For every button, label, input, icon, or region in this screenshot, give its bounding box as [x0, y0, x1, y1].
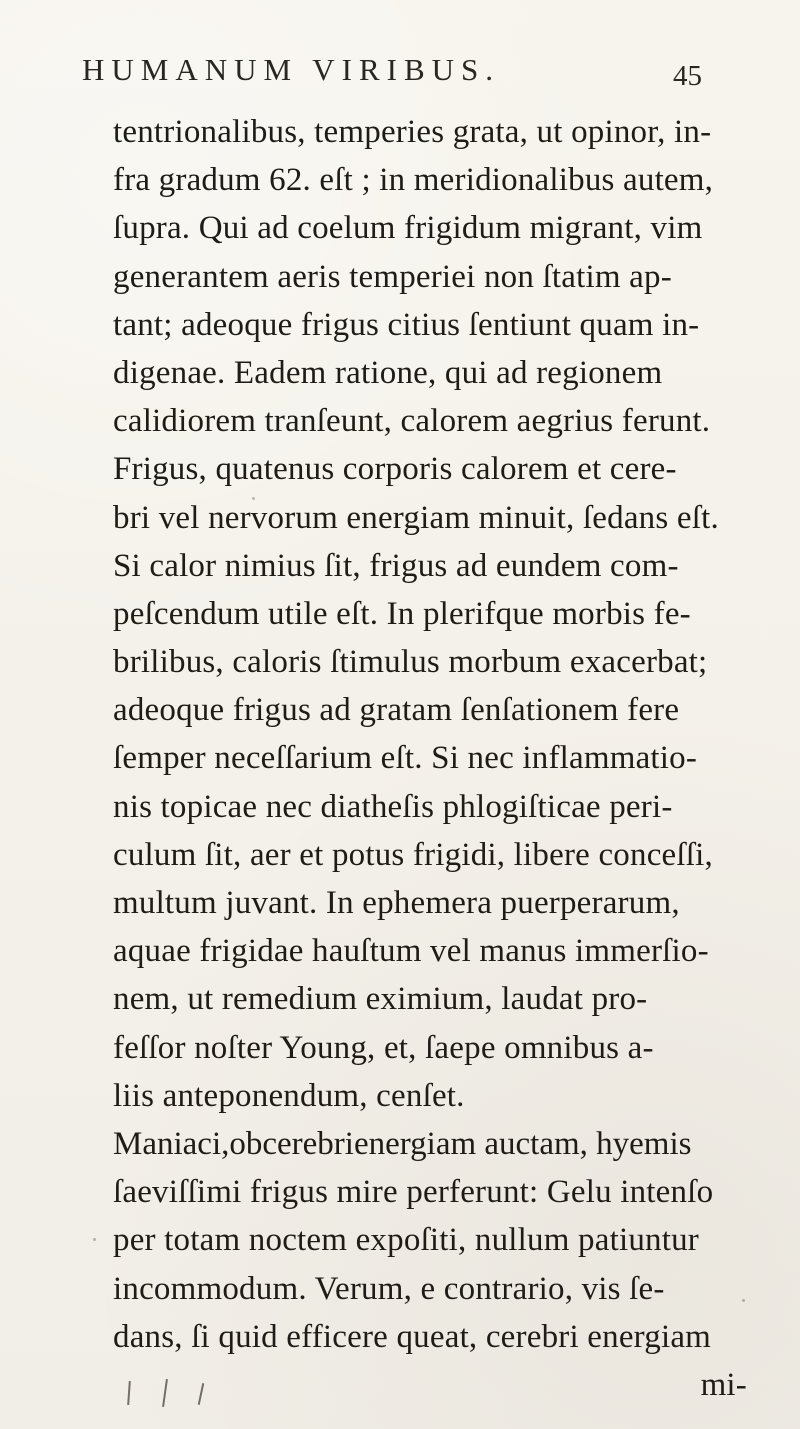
print-mark	[162, 1379, 168, 1407]
bottom-print-marks	[128, 1373, 248, 1413]
running-head	[0, 46, 800, 102]
text-line-6: digenae. Eadem ratione, qui ad regionem	[113, 354, 663, 391]
text-line-16: culum ſit, aer et potus frigidi, libere conceſſi,	[113, 836, 713, 873]
text-line-18: aquae frigidae hauſtum vel manus immerſio-	[113, 933, 709, 970]
paper-speck	[252, 497, 255, 500]
text-line-25: incommodum. Verum, e contrario, vis ſe-	[113, 1270, 665, 1307]
running-title: HUMANUM VIRIBUS.	[82, 52, 501, 87]
paper-speck	[742, 1299, 745, 1302]
text-line-1: tentrionalibus, temperies grata, ut opinor, in-	[113, 114, 712, 150]
text-line-12: brilibus, caloris ſtimulus morbum exacerbat;	[113, 644, 708, 681]
text-line-21: liis anteponendum, cenſet.	[113, 1077, 465, 1114]
text-line-22: Maniaci,obcerebrienergiam auctam, hyemis	[113, 1125, 692, 1162]
text-line-4: generantem aeris temperiei non ſtatim ap-	[113, 258, 672, 295]
main-text-block	[113, 108, 747, 1409]
text-line-24: per totam noctem expoſiti, nullum patiuntur	[113, 1222, 699, 1259]
text-line-17: multum juvant. In ephemera puerperarum,	[113, 885, 680, 921]
text-line-11: peſcendum utile eſt. In plerifque morbis fe-	[113, 595, 691, 632]
text-line-5: tant; adeoque frigus citius ſentiunt quam in-	[113, 306, 700, 343]
catchword: mi-	[700, 1366, 747, 1403]
text-line-13: adeoque frigus ad gratam ſenſationem fere	[113, 692, 680, 729]
page-number: 45	[673, 60, 702, 92]
text-line-15: nis topicae nec diatheſis phlogiſticae peri-	[113, 788, 673, 825]
text-line-8: Frigus, quatenus corporis calorem et cere-	[113, 451, 677, 488]
text-line-7: calidiorem tranſeunt, calorem aegrius ferunt.	[113, 403, 711, 440]
text-line-14: ſemper neceſſarium eſt. Si nec inflammatio-	[113, 740, 698, 777]
print-mark	[127, 1381, 131, 1405]
text-line-10: Si calor nimius ſit, frigus ad eundem com-	[113, 547, 679, 584]
print-mark	[198, 1383, 205, 1405]
text-line-20: feſſor noſter Young, et, ſaepe omnibus a-	[113, 1029, 654, 1066]
text-line-3: ſupra. Qui ad coelum frigidum migrant, vim	[113, 210, 703, 247]
text-line-23: ſaeviſſimi frigus mire perferunt: Gelu intenſo	[113, 1174, 714, 1211]
text-line-26: dans, ſi quid efficere queat, cerebri energiam	[113, 1318, 712, 1355]
text-line-19: nem, ut remedium eximium, laudat pro-	[113, 981, 648, 1018]
paper-speck	[448, 1287, 451, 1290]
paper-speck	[93, 1238, 96, 1241]
text-line-2: fra gradum 62. eſt ; in meridionalibus autem,	[113, 162, 714, 199]
text-line-9: bri vel nervorum energiam minuit, ſedans eſt.	[113, 499, 719, 536]
